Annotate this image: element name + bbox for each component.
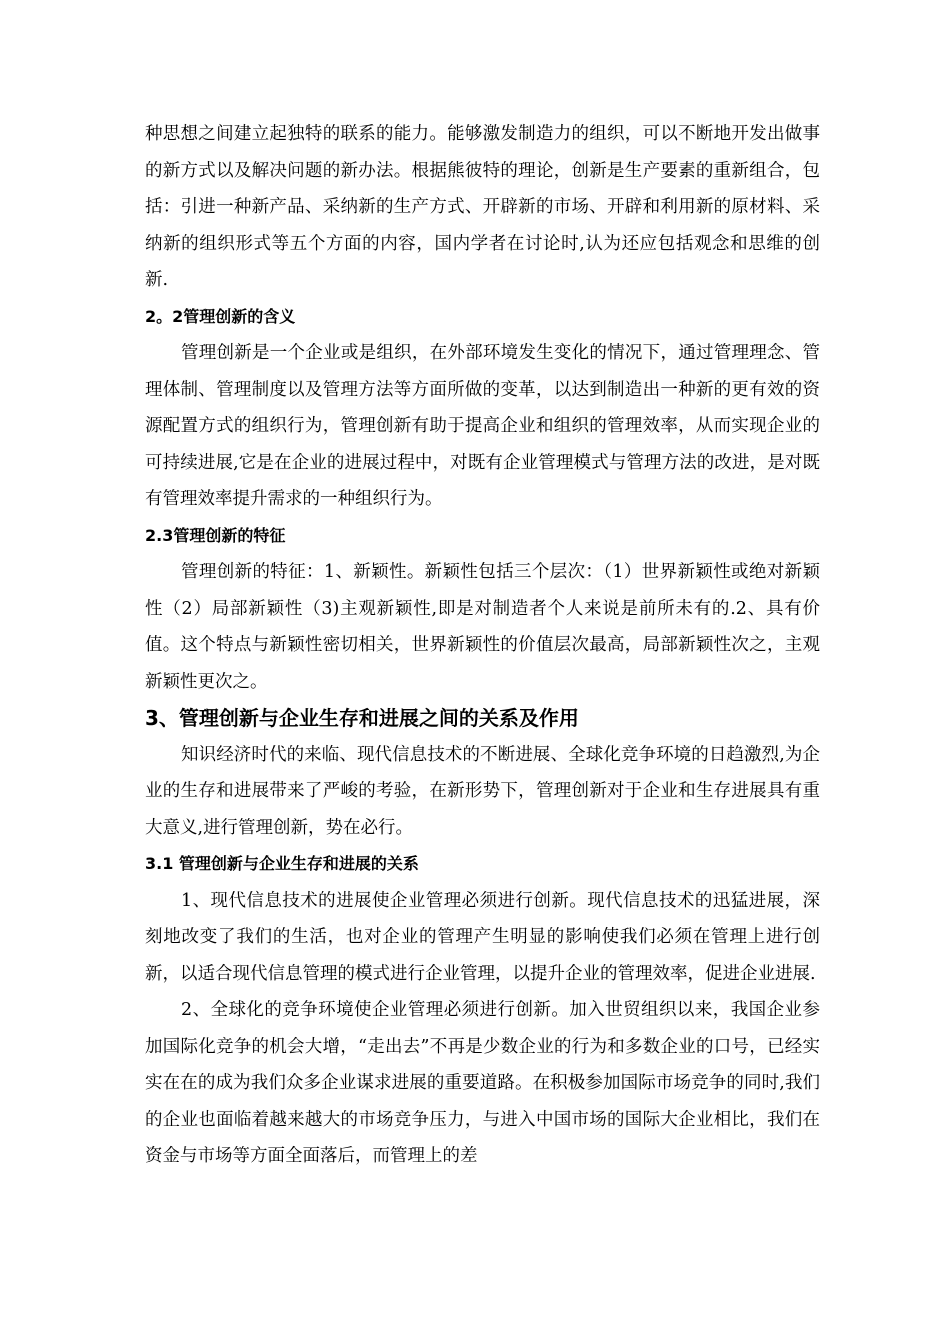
section-heading-2-2: 2。2管理创新的含义 — [145, 306, 296, 326]
paragraph-3-1-item-2: 2、全球化的竞争环境使企业管理必须进行创新。加入世贸组织以来，我国企业参加国际化竞争的机会大增，“走出去”不再是少数企业的行为和多数企业的口号，已经实实在在的成为我们众多企业谋求进展的重要道路。在积极参加国际市场竞争的同时,我们的企业也面临着越来越大的市场竞争压力，与进入中国市场的国际大企业相比，我们在资金与市场等方面全面落后，而管理上的差 — [145, 1000, 820, 1166]
paragraph-2-3: 管理创新的特征：1、新颖性。新颖性包括三个层次：（1）世界新颖性或绝对新颖性（2）局部新颖性（3)主观新颖性,即是对制造者个人来说是前所未有的.2、具有价值。这个特点与新颖性密切相关，世界新颖性的价值层次最高，局部新颖性次之，主观新颖性更次之。 — [145, 562, 820, 692]
paragraph-intro-continuation: 种思想之间建立起独特的联系的能力。能够激发制造力的组织，可以不断地开发出做事的新方式以及解决问题的新办法。根据熊彼特的理论，创新是生产要素的重新组合，包括：引进一种新产品、采纳新的生产方式、开辟新的市场、开辟和利用新的原材料、采纳新的组织形式等五个方面的内容，国内学者在讨论时,认为还应包括观念和思维的创新. — [145, 124, 820, 290]
section-heading-3-1: 3.1 管理创新与企业生存和进展的关系 — [145, 854, 419, 873]
paragraph-2-2: 管理创新是一个企业或是组织，在外部环境发生变化的情况下，通过管理理念、管理体制、管理制度以及管理方法等方面所做的变革，以达到制造出一种新的更有效的资源配置方式的组织行为，管理创新有助于提高企业和组织的管理效率，从而实现企业的可持续进展,它是在企业的进展过程中，对既有企业管理模式与管理方法的改进，是对既有管理效率提升需求的一种组织行为。 — [145, 343, 820, 509]
paragraph-3-1-item-1: 1、现代信息技术的进展使企业管理必须进行创新。现代信息技术的迅猛进展，深刻地改变了我们的生活，也对企业的管理产生明显的影响使我们必须在管理上进行创新，以适合现代信息管理的模式进行企业管理，以提升企业的管理效率，促进企业进展. — [145, 890, 820, 984]
chapter-heading-3: 3、管理创新与企业生存和进展之间的关系及作用 — [145, 706, 579, 730]
section-heading-2-3: 2.3管理创新的特征 — [145, 525, 286, 545]
document-body — [145, 116, 820, 1175]
paragraph-3: 知识经济时代的来临、现代信息技术的不断进展、全球化竞争环境的日趋激烈,为企业的生存和进展带来了严峻的考验，在新形势下，管理创新对于企业和生存进展具有重大意义,进行管理创新，势在必行。 — [145, 744, 820, 838]
